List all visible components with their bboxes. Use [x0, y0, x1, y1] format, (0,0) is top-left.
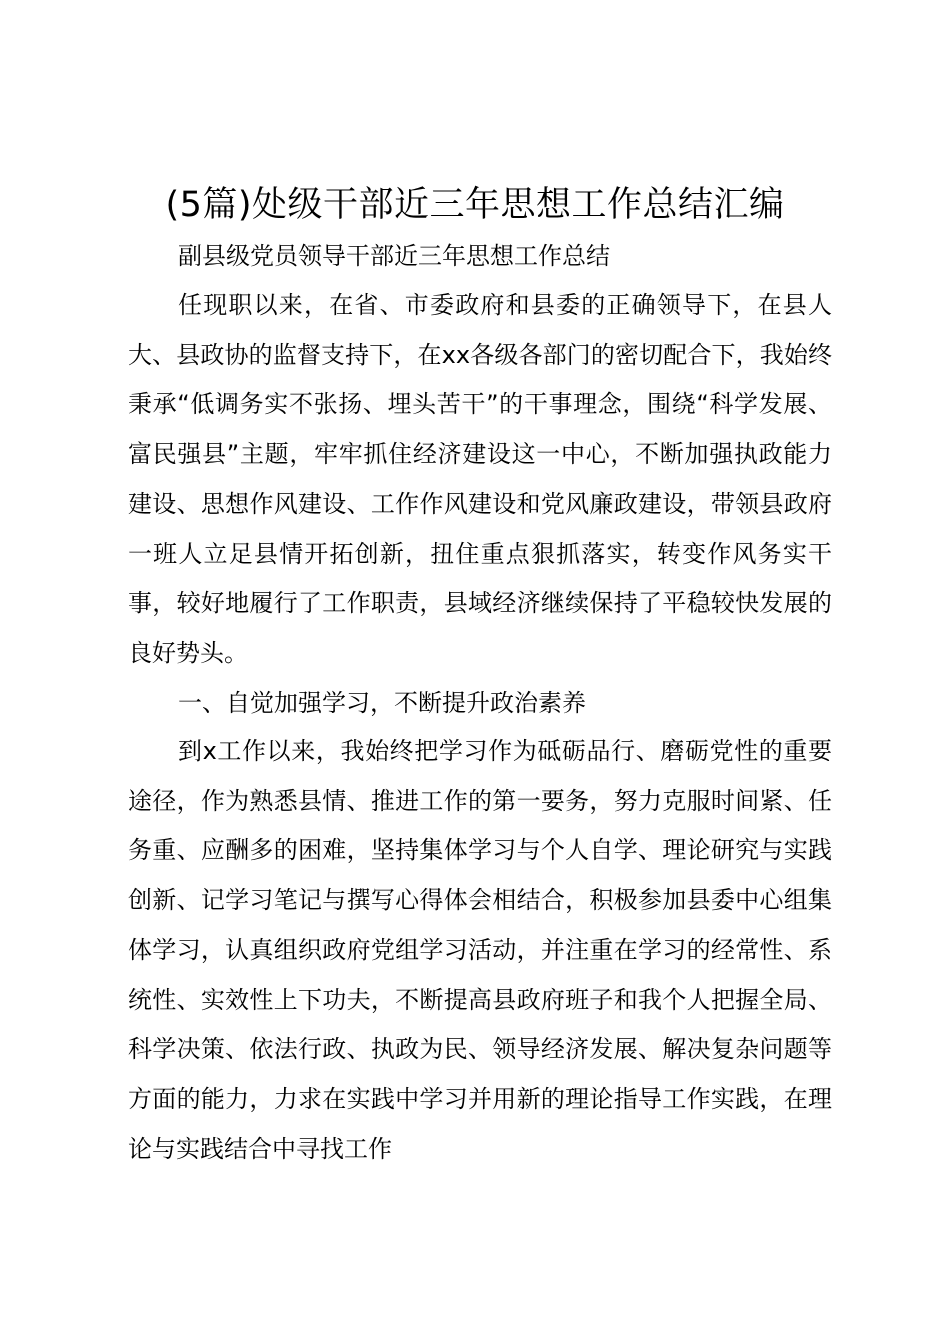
paragraph-section-1: 到x工作以来，我始终把学习作为砥砺品行、磨砺党性的重要途径，作为熟悉县情、推进工作的第一要务，努力克服时间紧、任务重、应酬多的困难，坚持集体学习与个人自学、理论研究与实践创新、记学习笔记与撰写心得体会相结合，积极参加县委中心组集体学习，认真组织政府党组学习活动，并注重在学习的经常性、系统性、实效性上下功夫，不断提高县政府班子和我个人把握全局、科学决策、依法行政、执政为民、领导经济发展、解决复杂问题等方面的能力，力求在实践中学习并用新的理论指导工作实践，在理论与实践结合中寻找工作 — [128, 737, 832, 1163]
document-subtitle: 副县级党员领导干部近三年思想工作总结 — [178, 242, 610, 270]
section-heading-1: 一、自觉加强学习，不断提升政治素养 — [178, 689, 586, 717]
document-title: (5篇)处级干部近三年思想工作总结汇编 — [165, 185, 785, 225]
paragraph-intro: 任现职以来，在省、市委政府和县委的正确领导下，在县人大、县政协的监督支持下，在xx各级各部门的密切配合下，我始终秉承“低调务实不张扬、埋头苦干”的干事理念，围绕“科学发展、富民强县”主题，牢牢抓住经济建设这一中心，不断加强执政能力建设、思想作风建设、工作作风建设和党风廉政建设，带领县政府一班人立足县情开拓创新，扭住重点狠抓落实，转变作风务实干事，较好地履行了工作职责，县域经济继续保持了平稳较快发展的良好势头。 — [128, 291, 832, 667]
